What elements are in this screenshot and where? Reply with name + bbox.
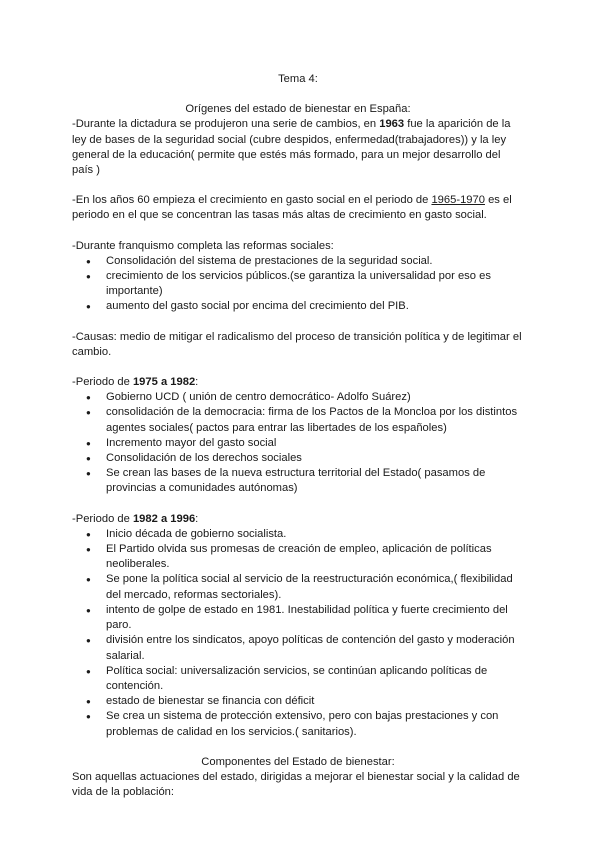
period-range: 1982 a 1996: [132, 512, 196, 525]
paragraph-dictatorship-text-b: fue la aparición de la ley de bases de la seguridad social (cubre despidos, enfermedad(trabajadores)) y la ley general de la educación( permite que estés más formado, para un mejor desarrollo del país ): [72, 118, 511, 177]
paragraph-sixties-text-b: es el periodo en el que se concentran las tasas más altas de crecimiento en gasto social.: [72, 194, 512, 222]
section-heading-origins: Orígenes del estado de bienestar en España:: [185, 103, 411, 116]
franquismo-list: [72, 254, 524, 315]
period-1982-1996-list: [72, 527, 524, 740]
paragraph-franquismo: -Durante franquismo completa las reformas sociales:: [72, 239, 334, 252]
section-heading-components: Componentes del Estado de bienestar:: [201, 755, 395, 768]
list-item: ● Gobierno UCD ( unión de centro democrático- Adolfo Suárez): [106, 390, 524, 405]
period-1975-1982-list: [72, 390, 524, 496]
list-item: ● Inicio década de gobierno socialista.: [106, 527, 524, 542]
list-item: ● Se crea un sistema de protección extensivo, pero con bajas prestaciones y con problemas de calidad en los servicios.( sanitarios).: [106, 709, 524, 739]
document-title: Tema 4:: [278, 73, 318, 85]
list-item: ● Incremento mayor del gasto social: [106, 436, 524, 451]
list-item: ● Política social: universalización servicios, se continúan aplicando políticas de contención.: [106, 664, 524, 694]
list-item: ● consolidación de la democracia: firma de los Pactos de la Moncloa por los distintos agentes sociales( pactos para entrar las libertades de los españoles): [106, 405, 524, 435]
paragraph-sixties-text-a: -En los años 60 empieza el crecimiento en gasto social en el periodo de: [72, 194, 432, 207]
period-prefix: -Periodo de: [72, 512, 133, 525]
list-item: ● división entre los sindicatos, apoyo políticas de contención del gasto y moderación salarial.: [106, 633, 524, 663]
period-suffix: :: [195, 512, 199, 525]
paragraph-components: Son aquellas actuaciones del estado, dirigidas a mejorar el bienestar social y la calidad de vida de la población:: [72, 770, 520, 799]
paragraph-dictatorship-text-a: -Durante la dictadura se produjeron una serie de cambios, en: [72, 118, 380, 131]
list-item: ● aumento del gasto social por encima del crecimiento del PIB.: [106, 299, 524, 314]
year-1963: 1963: [379, 118, 405, 131]
period-suffix: :: [195, 376, 199, 389]
list-item: ● Se pone la política social al servicio de la reestructuración económica,( flexibilidad del mercado, reformas sectoriales).: [106, 572, 524, 602]
list-item: ● Se crean las bases de la nueva estructura territorial del Estado( pasamos de provincias a comunidades autónomas): [106, 466, 524, 496]
paragraph-dictatorship: [72, 117, 524, 178]
list-item: ● intento de golpe de estado en 1981. Inestabilidad política y fuerte crecimiento del paro.: [106, 603, 524, 633]
paragraph-sixties: [72, 193, 524, 223]
document-page: [72, 72, 524, 800]
period-1982-1996-heading: [72, 512, 524, 527]
list-item: ● El Partido olvida sus promesas de creación de empleo, aplicación de políticas neoliberales.: [106, 542, 524, 572]
period-1975-1982-heading: [72, 375, 524, 390]
period-1965-1970: 1965-1970: [431, 194, 485, 207]
period-prefix: -Periodo de: [72, 376, 133, 389]
list-item: ● Consolidación del sistema de prestaciones de la seguridad social.: [106, 254, 524, 269]
period-range: 1975 a 1982: [132, 376, 196, 389]
list-item: ● Consolidación de los derechos sociales: [106, 451, 524, 466]
list-item: ● estado de bienestar se financia con déficit: [106, 694, 524, 709]
paragraph-causes: -Causas: medio de mitigar el radicalismo del proceso de transición política y de legitimar el cambio.: [72, 330, 522, 358]
list-item: ● crecimiento de los servicios públicos.(se garantiza la universalidad por eso es importante): [106, 269, 524, 299]
